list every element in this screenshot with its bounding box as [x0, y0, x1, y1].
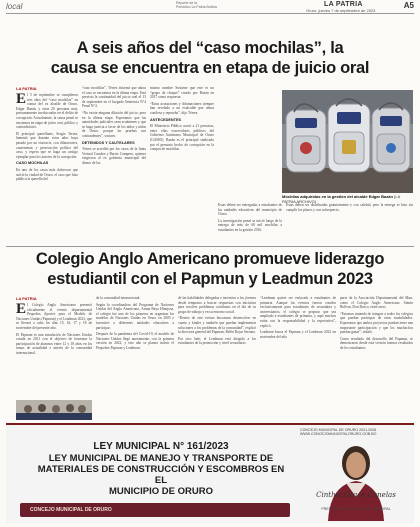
- masthead-center-line2: Periódico La Patria Bolivia: [176, 5, 217, 9]
- dropcap: E: [16, 303, 27, 317]
- article1-paragraph: “Estas acusaciones y difamaciones siempre han revelado a un exalcalde que ahora confiesa y reprueba”, dijo Térrez.: [150, 101, 214, 115]
- ad-law-number: LEY MUNICIPAL N° 161/2023: [93, 441, 229, 452]
- backpacks-illustration: [282, 90, 413, 193]
- council-name: CONCEJO MUNICIPAL DE ORURO 2021-2026: [300, 428, 377, 432]
- article2-column-5: [340, 296, 413, 420]
- article1-byline: LA PATRIA: [16, 86, 37, 91]
- article1-subheading: DETENIDOS Y CAUTELARES: [82, 140, 135, 145]
- section-label: local: [6, 2, 23, 11]
- article1-paragraph: Térrez se acreditó por los casos de la Junta Vecinal Cumbre y Barrio Campero, quienes exigieron al ex gobierno municipal del dinero de las: [82, 147, 146, 165]
- article1-paragraph: mismo nombre Sostiene que este es un “grupo de choque” creado por Bazán en 2017 como respuesta.: [150, 86, 214, 100]
- ad-law-title-line2: MATERIALES DE CONSTRUCCIÓN Y ESCOMBROS EN EL: [37, 464, 285, 486]
- article2-paragraph: El Colegio Anglo Americano presentó oficialmente el evento departamental Pequeños Aportes para el Modelo de Naciones Unidas (Papmun) y el Leadmun 2023, que se llevará a cabo los días 15, 16, 17 y 18 de noviembre del presente año.: [16, 303, 92, 330]
- ad-law-title-line3: MUNICIPIO DE ORURO: [109, 486, 213, 497]
- article1-paragraph: En uno de los casos más dolorosos que sufrió la ciudad de Oruro, el caso que hizo pública la querella del: [16, 167, 78, 182]
- article1-column-3: [150, 86, 214, 245]
- dropcap: E: [16, 93, 27, 107]
- masthead-center: [176, 1, 217, 9]
- article2-paragraph: “Dentro de este evento buscamos desenvolver en cuarto y kínder y también que puedan implementar soluciones a los problemas de la comunidad”, explicó la directora general del Papmun, Belén Rojas Serrano.: [178, 316, 256, 335]
- article2-paragraph: Por otro lado, el Leadmun está dirigido a los estudiantes de la promoción y nivel secundario.: [178, 336, 256, 346]
- photo-caption: [282, 194, 413, 204]
- article1-headline: [0, 38, 420, 78]
- ad-band-text: CONCEJO MUNICIPAL DE ORURO: [30, 507, 112, 513]
- article1-column-4: [218, 203, 282, 245]
- article2-paragraph: Según la coordinadora del Programa de Naciones Unidas del Anglo Americano, Aruna Baya Hinojosa, el colegio fue uno de los pioneros en organizar los modelos de Naciones Unidas en Oruro en 2003 e incentivó a diferentes unidades educativas a participar.: [96, 302, 174, 330]
- photo-credit: (LA PATRIA ARCHIVO): [282, 194, 401, 204]
- article2-column-4: [260, 296, 336, 420]
- backpacks-photo: [282, 90, 413, 193]
- article2-headline: [0, 249, 420, 289]
- ad-band: [20, 503, 290, 517]
- article2-column-2: [96, 296, 174, 420]
- article1-paragraph: La investigación penal se inició luego de la entrega de más de 60 mil mochilas a estudiantes en la gestión 2016.: [218, 218, 282, 232]
- page-masthead: [6, 0, 414, 14]
- masthead-center-line1: Reporte de la: [176, 1, 198, 5]
- article2-paragraph: “Estamos tratando de integrar a todos los colegios que puedan participar de estas modalidades. Esperamos que ambos proyectos puedan tener una importante participación y que los muchachos puedan ganar”, señaló.: [340, 311, 413, 335]
- council-website: WWW.CONCEJOMUNICIPALORURO.GOB.BO: [300, 432, 377, 436]
- article2-paragraph: Como resultado del desarrollo del Papmun, se demostraron desde esta versión buenos resultados de los estudiantes.: [340, 336, 413, 350]
- section-divider: [6, 246, 414, 247]
- article1-column-2: [82, 86, 146, 245]
- article2-paragraph: parte de la Asociación Departamental del Mun, como el Colegio Anglo Americano, Simón Bolívar, Don Bosco, entre otros.: [340, 296, 413, 310]
- article1-headline-line2: causa se encuentra en etapa de juicio oral: [50, 59, 370, 77]
- article2-headline-line2: estudiantil con el Papmun y Leadmun 2023: [47, 270, 373, 288]
- municipal-ad: [6, 423, 414, 523]
- article2-column-3: [178, 296, 256, 420]
- photo-caption-text: Mochilas adquiridas en la gestión del alcalde Edgar Bazán: [282, 194, 393, 199]
- article1-column-1: [16, 93, 78, 245]
- article2-paragraph: “Leadmun quiere ser enfocado a estudiantes de primaria. Aunque los eventos fueron creados exclusivamente para estudiantes de secundaria y universitarios, el colegio se propuso que sea ampliado a estudiantes de primaria, y aquí muchos están con la responsabilidad y la expectativa”, explicó.: [260, 296, 336, 328]
- students-photo: [16, 400, 92, 420]
- article1-paragraph: El principal querellante, Sergio Terrez, lamentó que durante estos años haya pasado por un viacrucis, con dilataciones, cuarentenas y persecución política del caso, y espera que se haga un castigo ejemplar para los autores de la corrupción.: [16, 131, 78, 159]
- article1-paragraph: El Ministerio Público acusó a 21 personas, entre ellas exservidores públicos del Gobierno Autónomo Municipal de Oruro (GAMO). Bazán es el principal sindicado por el presunto hecho de corrupción en la compra de mochilas.: [150, 124, 214, 152]
- ad-law-title-line1: LEY MUNICIPAL DE MANEJO Y TRANSPORTE DE: [48, 453, 274, 464]
- article1-headline-line1: A seis años del “caso mochilas”, la: [76, 39, 344, 57]
- article1-paragraph: Estas deben ser distribuidas gratuitamente y con calidad, pero la entrega se hizo sin cumplir los plazos y con sobreprecio.: [286, 203, 413, 212]
- article2-paragraph: Después de la pandemia del Covid-19, el modelo de Naciones Unidas llegó nuevamente, con la primera versión en 2022, y este año se planea incluir el Pequeños Papmun y Leadmun.: [96, 332, 174, 350]
- president-role: PRESIDENTA DEL CONCEJO MUNICIPAL: [321, 507, 391, 511]
- newspaper-logo: LA PATRIA: [324, 1, 363, 8]
- issue-date: Oruro, jueves 7 de septiembre de 2023: [306, 8, 376, 13]
- article1-column-5: [286, 203, 413, 245]
- article2-paragraph: de la comunidad internacional.: [96, 296, 141, 300]
- article1-paragraph: El 5 de septiembre se cumplieron seis años del “caso mochilas” en contra del ex alcalde de Oruro, Edgar Bazán, y otras 20 personas más, presuntamente involucradas en el delito de corrupción. Actualmente, la causa penal se encuentra en etapa de juicio oral, público y contradictorio.: [16, 93, 78, 130]
- article1-paragraph: “caso mochilas”, Térrez informó que ahora el caso se encuentra en la última etapa. Está previsto la continuidad del juicio oral el 13 de septiembre en el Juzgado Sentencia N°4 Penal N°4.: [82, 86, 146, 109]
- article1-paragraph: Estas deben ser entregadas a estudiantes de las unidades educativas del municipio de Oruro.: [218, 203, 282, 217]
- article2-column-1: [16, 303, 92, 397]
- article2-paragraph: de las habilidades delegadas e incentiva a los jóvenes desde temprano a buscar respuestas con iniciativa para resolver problemas cotidianos en el día de su grupo de trabajo y en su entorno social.: [178, 296, 256, 314]
- article2-photo-slot: [16, 400, 92, 420]
- ad-headline: [36, 441, 286, 497]
- article1-subheading: ANTECEDENTES: [150, 117, 182, 122]
- article2-paragraph: El Papmun es una simulación de Naciones Unidas creada en 2011 con el objetivo de fomentar la participación de alumnos entre 12 y 18 años en los temas de actualidad e interés de la comunidad internacional.: [16, 332, 92, 355]
- article2-headline-line1: Colegio Anglo Americano promueve liderazgo: [35, 250, 385, 268]
- page-number: A5: [403, 1, 414, 10]
- president-signature: Cinthia Grace Canelas: [316, 491, 396, 499]
- article2-paragraph: Leadmun busca el Papmun y el Leadmun 2023 en noviembre del año: [260, 330, 336, 339]
- article1-paragraph: “No existe ninguna dilación del juicio, pero en la última etapa. Esperamos que las autoridades judiciales sean ecuánimes y que se haga justicia a favor de los niños y niñas de Oruro, porque las pruebas son contundentes”, sostuvo.: [82, 110, 146, 138]
- ad-council: [300, 428, 376, 436]
- article2-byline: LA PATRIA: [16, 296, 37, 301]
- article1-subheading: CASO MOCHILAS: [16, 161, 49, 166]
